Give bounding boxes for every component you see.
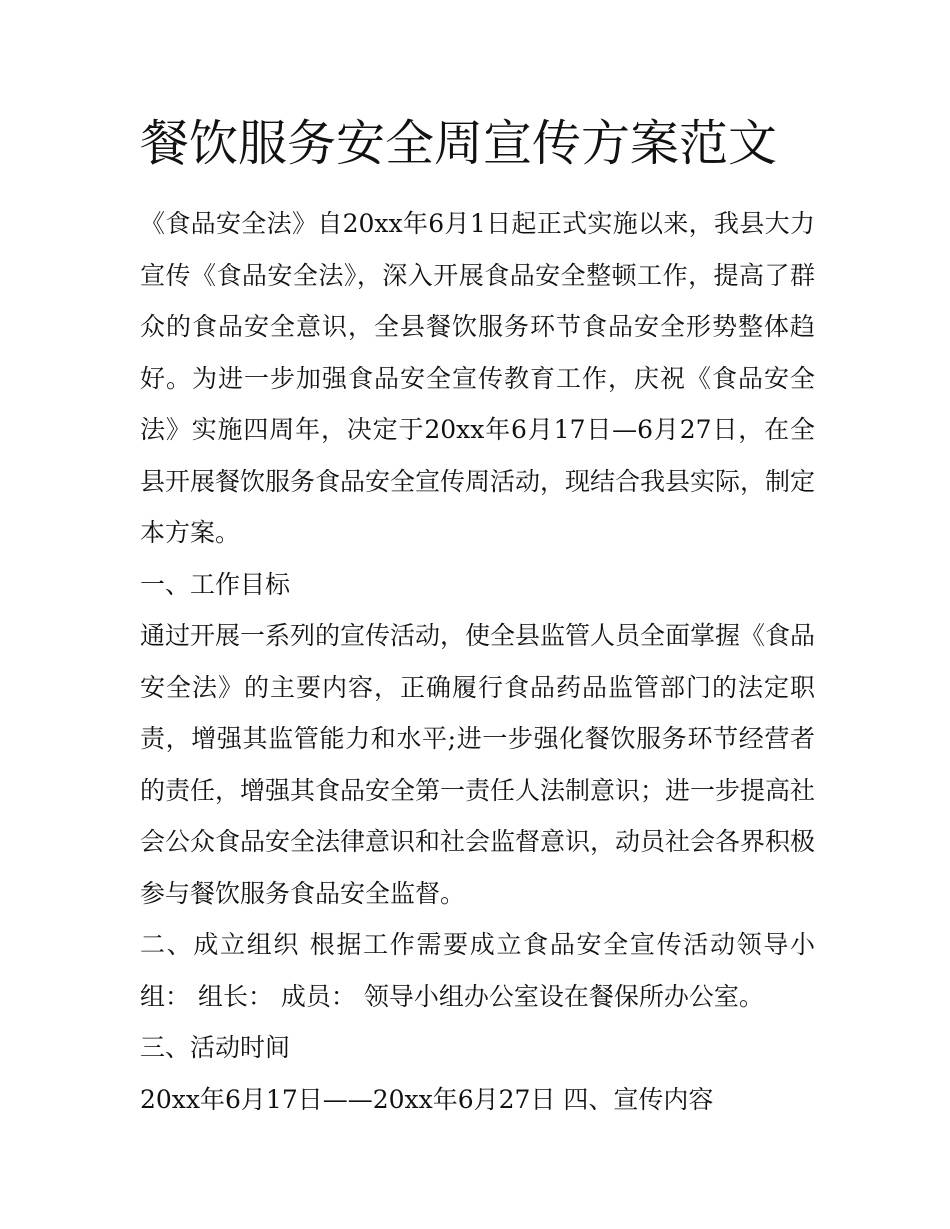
intro-paragraph: 《食品安全法》自20xx年6月1日起正式实施以来，我县大力宣传《食品安全法》，深入开展食品安全整顿工作，提高了群众的食品安全意识，全县餐饮服务环节食品安全形势整体趋好。为进一步加强食品安全宣传教育工作，庆祝《食品安全法》实施四周年，决定于20xx年6月17日—6月27日，在全县开展餐饮服务食品安全宣传周活动，现结合我县实际，制定本方案。: [140, 209, 816, 547]
section-heading-work-goal: 一、工作目标: [140, 569, 291, 599]
activity-time-paragraph: 20xx年6月17日——20xx年6月27日 四、宣传内容: [140, 1084, 714, 1114]
section-heading-activity-time: 三、活动时间: [140, 1033, 291, 1062]
work-goal-paragraph: 通过开展一系列的宣传活动，使全县监管人员全面掌握《食品安全法》的主要内容，正确履行食品药品监管部门的法定职责，增强其监管能力和水平;进一步强化餐饮服务环节经营者的责任，增强其食品安全第一责任人法制意识；进一步提高社会公众食品安全法律意识和社会监督意识，动员社会各界积极参与餐饮服务食品安全监督。: [140, 621, 816, 908]
document-title: 餐饮服务安全周宣传方案范文: [140, 115, 778, 172]
organization-paragraph: 二、成立组织 根据工作需要成立食品安全宣传活动领导小组： 组长： 成员： 领导小组办公室设在餐保所办公室。: [140, 930, 815, 1011]
document-body: [140, 198, 815, 1125]
